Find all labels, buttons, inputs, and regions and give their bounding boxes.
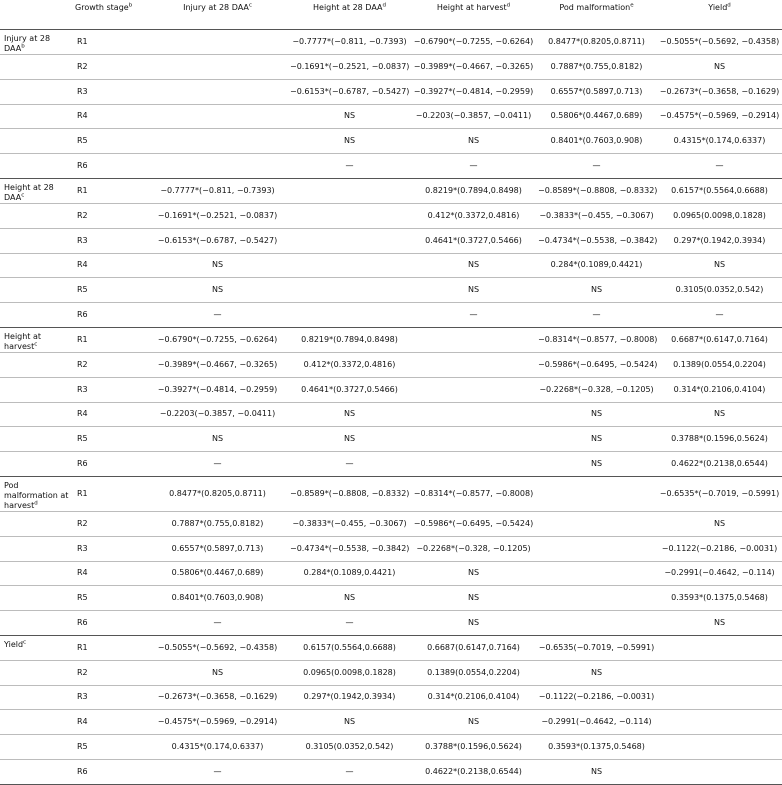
header-variable — [0, 0, 73, 30]
table-row — [0, 30, 782, 55]
correlation-cell: NS — [343, 434, 356, 444]
table-row — [0, 735, 782, 760]
table-body — [0, 30, 782, 785]
correlation-cell: 0.1389(0.0554,0.2204) — [673, 359, 766, 369]
correlation-cell: NS — [467, 717, 480, 727]
correlation-cell — [657, 660, 782, 685]
table-row — [0, 327, 782, 352]
row-variable-label — [0, 30, 73, 55]
growth-stage-cell: R4 — [77, 260, 88, 270]
correlation-cell: 0.3105(0.0352,0.542) — [675, 285, 764, 295]
correlation-cell: 0.8401*(0.7603,0.908) — [550, 136, 643, 146]
growth-stage-cell: R2 — [77, 518, 88, 528]
row-variable-label — [0, 377, 73, 402]
correlation-cell: 0.412*(0.3372,0.4816) — [303, 359, 396, 369]
growth-stage-cell: R3 — [77, 543, 88, 553]
correlation-cell: NS — [713, 409, 726, 419]
growth-stage-cell: R3 — [77, 235, 88, 245]
correlation-cell: −0.8314*(−0.8577, −0.8008) — [413, 488, 534, 498]
row-variable-label — [0, 104, 73, 129]
header-height-harvest: Height at harvest$^d$ — [411, 0, 536, 30]
row-variable-label — [0, 586, 73, 611]
correlation-cell: 0.7887*(0.755,0.8182) — [171, 518, 264, 528]
correlation-cell: 0.4315*(0.174,0.6337) — [171, 742, 264, 752]
correlation-cell: 0.4622*(0.2138,0.6544) — [671, 459, 768, 469]
correlation-cell: NS — [590, 285, 603, 295]
row-variable-label — [0, 536, 73, 561]
growth-stage-cell: R4 — [77, 111, 88, 121]
correlation-cell: −0.4734*(−0.5538, −0.3842) — [290, 543, 410, 553]
correlation-cell: −0.3989*(−0.4667, −0.3265) — [413, 61, 534, 71]
table-row — [0, 154, 782, 179]
table-row — [0, 685, 782, 710]
correlation-cell: −0.6153*(−0.6787, −0.5427) — [290, 86, 410, 96]
correlation-cell: −0.2673*(−0.3658, −0.1629) — [659, 86, 780, 96]
correlation-cell: −0.3927*(−0.4814, −0.2959) — [413, 86, 534, 96]
correlation-cell: — — [715, 310, 724, 320]
growth-stage-cell: R4 — [77, 568, 88, 578]
correlation-cell: NS — [467, 593, 480, 603]
growth-stage-cell: R3 — [77, 86, 88, 96]
correlation-cell: 0.5806*(0.4467,0.689) — [550, 111, 643, 121]
table-row — [0, 561, 782, 586]
growth-stage-cell: R3 — [77, 692, 88, 702]
row-variable-label — [0, 660, 73, 685]
correlation-cell: 0.4641*(0.3727,0.5466) — [301, 384, 398, 394]
growth-stage-cell: R3 — [77, 384, 88, 394]
growth-stage-cell: R6 — [77, 459, 88, 469]
correlation-cell — [147, 104, 288, 129]
correlation-cell: 0.314*(0.2106,0.4104) — [673, 384, 766, 394]
correlation-cell: NS — [467, 568, 480, 578]
correlation-cell: 0.297*(0.1942,0.3934) — [673, 235, 766, 245]
correlation-cell — [411, 402, 536, 427]
row-variable-label — [0, 511, 73, 536]
correlation-cell: −0.2203(−0.3857, −0.0411) — [415, 111, 532, 121]
correlation-cell: −0.4575*(−0.5969, −0.2914) — [157, 717, 278, 727]
row-variable-label — [0, 327, 73, 352]
correlation-cell: 0.3788*(0.1596,0.5624) — [671, 434, 768, 444]
correlation-cell: −0.2991(−0.4642, −0.114) — [541, 717, 652, 727]
row-variable-label — [0, 710, 73, 735]
table-row — [0, 253, 782, 278]
correlation-cell: NS — [467, 618, 480, 628]
growth-stage-cell: R2 — [77, 210, 88, 220]
header-injury-28daa: Injury at 28 DAA$^c$ — [147, 0, 288, 30]
correlation-cell: 0.297*(0.1942,0.3934) — [303, 692, 396, 702]
correlation-cell: 0.284*(0.1089,0.4421) — [550, 260, 643, 270]
growth-stage-cell: R5 — [77, 136, 88, 146]
correlation-cell: — — [213, 459, 222, 469]
correlation-cell: — — [592, 161, 601, 171]
table-row — [0, 377, 782, 402]
growth-stage-cell: R1 — [77, 642, 88, 652]
row-variable-label — [0, 79, 73, 104]
growth-stage-cell: R6 — [77, 161, 88, 171]
correlation-cell: — — [213, 310, 222, 320]
correlation-cell — [657, 635, 782, 660]
correlation-cell: −0.3833*(−0.455, −0.3067) — [292, 518, 407, 528]
correlation-cell: −0.1122(−0.2186, −0.0031) — [661, 543, 778, 553]
correlation-cell: −0.2991(−0.4642, −0.114) — [664, 568, 775, 578]
row-variable-label — [0, 427, 73, 452]
correlation-cell: −0.2268*(−0.328, −0.1205) — [539, 384, 654, 394]
growth-stage-cell: R5 — [77, 434, 88, 444]
correlation-cell: NS — [211, 260, 224, 270]
correlation-cell — [411, 327, 536, 352]
correlation-cell: NS — [343, 136, 356, 146]
correlation-cell: NS — [590, 766, 603, 776]
correlation-cell: −0.1691*(−0.2521, −0.0837) — [290, 61, 410, 71]
correlation-cell — [657, 710, 782, 735]
correlation-cell: NS — [343, 593, 356, 603]
correlation-cell: — — [213, 766, 222, 776]
correlation-cell: — — [213, 618, 222, 628]
table-row — [0, 129, 782, 154]
correlation-cell: 0.8219*(0.7894,0.8498) — [301, 334, 398, 344]
correlation-cell — [288, 178, 411, 203]
correlation-cell — [288, 203, 411, 228]
correlation-cell — [288, 278, 411, 303]
correlation-cell: 0.8219*(0.7894,0.8498) — [425, 185, 522, 195]
growth-stage-cell: R4 — [77, 717, 88, 727]
correlation-cell: −0.7777*(−0.811, −0.7393) — [292, 37, 407, 46]
table-row — [0, 228, 782, 253]
row-variable-label — [0, 228, 73, 253]
correlation-cell: NS — [211, 434, 224, 444]
correlation-cell: NS — [590, 434, 603, 444]
correlation-cell: 0.4641*(0.3727,0.5466) — [425, 235, 522, 245]
correlation-cell: −0.1122(−0.2186, −0.0031) — [538, 692, 655, 702]
correlation-cell: −0.5055*(−0.5692, −0.4358) — [659, 37, 780, 46]
correlation-cell: — — [469, 310, 478, 320]
table-row — [0, 303, 782, 328]
row-variable-label — [0, 635, 73, 660]
correlation-cell: NS — [467, 260, 480, 270]
correlation-cell: NS — [343, 717, 356, 727]
growth-stage-cell: R5 — [77, 742, 88, 752]
correlation-cell: 0.6557*(0.5897,0.713) — [171, 543, 264, 553]
correlation-cell: NS — [343, 111, 356, 121]
row-variable-label — [0, 178, 73, 203]
growth-stage-cell: R6 — [77, 310, 88, 320]
growth-stage-cell: R6 — [77, 618, 88, 628]
row-variable-label — [0, 402, 73, 427]
correlation-cell — [288, 303, 411, 328]
correlation-cell — [536, 611, 657, 636]
correlation-cell: NS — [467, 136, 480, 146]
growth-stage-cell: R2 — [77, 359, 88, 369]
row-variable-label — [0, 352, 73, 377]
row-variable-label — [0, 55, 73, 80]
correlation-cell: NS — [713, 260, 726, 270]
row-variable-label — [0, 203, 73, 228]
footnote-marker: b — [21, 43, 25, 50]
correlation-cell: 0.284*(0.1089,0.4421) — [303, 568, 396, 578]
growth-stage-cell: R1 — [77, 37, 88, 46]
correlation-cell — [147, 55, 288, 80]
correlation-cell: 0.8477*(0.8205,0.8711) — [548, 37, 645, 46]
row-variable-label — [0, 611, 73, 636]
correlation-cell: NS — [343, 409, 356, 419]
header-height-28daa: Height at 28 DAA$^d$ — [288, 0, 411, 30]
correlation-cell — [536, 536, 657, 561]
correlation-cell: NS — [713, 61, 726, 71]
correlation-cell — [147, 129, 288, 154]
correlation-cell: 0.412*(0.3372,0.4816) — [427, 210, 520, 220]
table-row — [0, 352, 782, 377]
table-row — [0, 476, 782, 511]
correlation-cell: −0.4734*(−0.5538, −0.3842) — [538, 235, 657, 245]
correlation-cell: 0.4622*(0.2138,0.6544) — [425, 766, 522, 776]
correlation-cell — [147, 30, 288, 55]
correlation-cell: 0.4315*(0.174,0.6337) — [673, 136, 766, 146]
correlation-cell: −0.4575*(−0.5969, −0.2914) — [659, 111, 780, 121]
correlation-cell: −0.1691*(−0.2521, −0.0837) — [157, 210, 278, 220]
table-row — [0, 178, 782, 203]
correlation-cell: — — [715, 161, 724, 171]
correlation-cell: −0.3927*(−0.4814, −0.2959) — [157, 384, 278, 394]
correlation-cell: −0.3989*(−0.4667, −0.3265) — [157, 359, 278, 369]
growth-stage-cell: R1 — [77, 334, 88, 344]
table-row — [0, 55, 782, 80]
correlation-cell: 0.8401*(0.7603,0.908) — [171, 593, 264, 603]
variable-name: Height at harvest — [4, 331, 42, 351]
correlation-cell: −0.8589*(−0.8808, −0.8332) — [290, 488, 410, 498]
correlation-cell — [411, 427, 536, 452]
row-variable-label — [0, 278, 73, 303]
correlation-cell — [536, 586, 657, 611]
growth-stage-cell: R4 — [77, 409, 88, 419]
growth-stage-cell: R6 — [77, 766, 88, 776]
correlation-cell: −0.8314*(−0.8577, −0.8008) — [538, 334, 657, 344]
table-row — [0, 427, 782, 452]
correlation-cell: 0.6557*(0.5897,0.713) — [550, 86, 643, 96]
row-variable-label — [0, 759, 73, 784]
correlation-cell: 0.7887*(0.755,0.8182) — [550, 61, 643, 71]
row-variable-label — [0, 452, 73, 477]
header-growth-stage: Growth stage$^b$ — [73, 0, 147, 30]
correlation-cell — [288, 253, 411, 278]
growth-stage-cell: R2 — [77, 667, 88, 677]
correlation-cell — [536, 476, 657, 511]
table-row — [0, 511, 782, 536]
header-pod-malformation: Pod malformation$^e$ — [536, 0, 657, 30]
table-row — [0, 104, 782, 129]
footnote-marker: c — [23, 639, 27, 646]
correlation-cell: −0.2268*(−0.328, −0.1205) — [416, 543, 531, 553]
table-row — [0, 79, 782, 104]
growth-stage-cell: R5 — [77, 593, 88, 603]
correlation-cell: −0.7777*(−0.811, −0.7393) — [160, 185, 275, 195]
correlation-cell — [411, 377, 536, 402]
correlation-cell — [536, 511, 657, 536]
correlation-cell — [147, 79, 288, 104]
correlation-cell — [657, 685, 782, 710]
growth-stage-cell: R1 — [77, 185, 88, 195]
correlation-cell: 0.0965(0.0098,0.1828) — [303, 667, 396, 677]
row-variable-label — [0, 685, 73, 710]
correlation-cell: −0.6535*(−0.7019, −0.5991) — [659, 488, 780, 498]
row-variable-label — [0, 154, 73, 179]
header-yield: Yield$^d$ — [657, 0, 782, 30]
correlation-cell: 0.8477*(0.8205,0.8711) — [169, 488, 266, 498]
correlation-cell: 0.1389(0.0554,0.2204) — [427, 667, 520, 677]
correlation-cell — [657, 759, 782, 784]
table-row — [0, 710, 782, 735]
correlation-cell: 0.0965(0.0098,0.1828) — [673, 210, 766, 220]
correlation-cell: 0.314*(0.2106,0.4104) — [427, 692, 520, 702]
correlation-cell: 0.3593*(0.1375,0.5468) — [548, 742, 645, 752]
table-row — [0, 660, 782, 685]
correlation-cell: — — [345, 161, 354, 171]
correlation-cell: 0.3105(0.0352,0.542) — [305, 742, 394, 752]
correlation-cell: −0.2203(−0.3857, −0.0411) — [159, 409, 276, 419]
correlation-cell — [536, 561, 657, 586]
growth-stage-cell: R2 — [77, 61, 88, 71]
correlation-cell: 0.5806*(0.4467,0.689) — [171, 568, 264, 578]
correlation-cell: NS — [590, 459, 603, 469]
variable-name: Injury at 28 DAA — [4, 34, 51, 53]
correlation-cell: NS — [713, 618, 726, 628]
variable-name: Height at 28 DAA — [4, 182, 54, 202]
row-variable-label — [0, 561, 73, 586]
correlation-cell: NS — [467, 285, 480, 295]
correlation-cell: −0.6153*(−0.6787, −0.5427) — [157, 235, 278, 245]
correlation-cell — [411, 452, 536, 477]
row-variable-label — [0, 129, 73, 154]
table-row — [0, 611, 782, 636]
correlation-cell: −0.3833*(−0.455, −0.3067) — [539, 210, 654, 220]
correlation-cell: — — [592, 310, 601, 320]
correlation-cell: −0.6790*(−0.7255, −0.6264) — [157, 334, 278, 344]
correlation-cell — [657, 735, 782, 760]
table-row — [0, 536, 782, 561]
row-variable-label — [0, 735, 73, 760]
table-row — [0, 635, 782, 660]
table-row — [0, 452, 782, 477]
table-row — [0, 278, 782, 303]
correlation-cell: −0.5986*(−0.6495, −0.5424) — [413, 518, 534, 528]
correlation-cell: −0.5055*(−0.5692, −0.4358) — [157, 642, 278, 652]
growth-stage-cell: R1 — [77, 488, 88, 498]
variable-name: Yield — [4, 639, 24, 649]
correlation-cell: NS — [590, 667, 603, 677]
correlation-cell: 0.6687*(0.6147,0.7164) — [671, 334, 768, 344]
table-row — [0, 586, 782, 611]
table-row — [0, 203, 782, 228]
correlation-cell — [411, 352, 536, 377]
footnote-marker: c — [34, 341, 38, 348]
row-variable-label — [0, 253, 73, 278]
correlation-cell: 0.3593*(0.1375,0.5468) — [671, 593, 768, 603]
correlation-cell: — — [345, 766, 354, 776]
header-row — [0, 0, 782, 30]
correlation-cell — [147, 154, 288, 179]
row-variable-label — [0, 476, 73, 511]
correlation-cell: 0.6157(0.5564,0.6688) — [303, 642, 396, 652]
correlation-cell: NS — [713, 518, 726, 528]
correlation-cell: — — [345, 618, 354, 628]
table-row — [0, 759, 782, 784]
footnote-marker: c — [21, 192, 25, 199]
correlation-cell: −0.8589*(−0.8808, −0.8332) — [538, 185, 657, 195]
correlation-cell: −0.2673*(−0.3658, −0.1629) — [157, 692, 278, 702]
correlation-cell: 0.6687(0.6147,0.7164) — [427, 642, 520, 652]
correlation-cell: −0.6790*(−0.7255, −0.6264) — [413, 37, 534, 46]
correlation-cell: — — [469, 161, 478, 171]
correlation-cell — [288, 228, 411, 253]
table-row — [0, 402, 782, 427]
correlation-cell: 0.3788*(0.1596,0.5624) — [425, 742, 522, 752]
correlation-cell: 0.6157*(0.5564,0.6688) — [671, 185, 768, 195]
variable-name: Pod malformation at harvest — [4, 480, 69, 510]
correlation-cell: −0.6535(−0.7019, −0.5991) — [538, 642, 655, 652]
correlation-cell: — — [345, 459, 354, 469]
correlation-cell: NS — [211, 285, 224, 295]
growth-stage-cell: R5 — [77, 285, 88, 295]
footnote-marker: d — [34, 500, 38, 507]
row-variable-label — [0, 303, 73, 328]
correlation-cell: NS — [590, 409, 603, 419]
correlation-cell: NS — [211, 667, 224, 677]
correlation-cell: −0.5986*(−0.6495, −0.5424) — [538, 359, 657, 369]
